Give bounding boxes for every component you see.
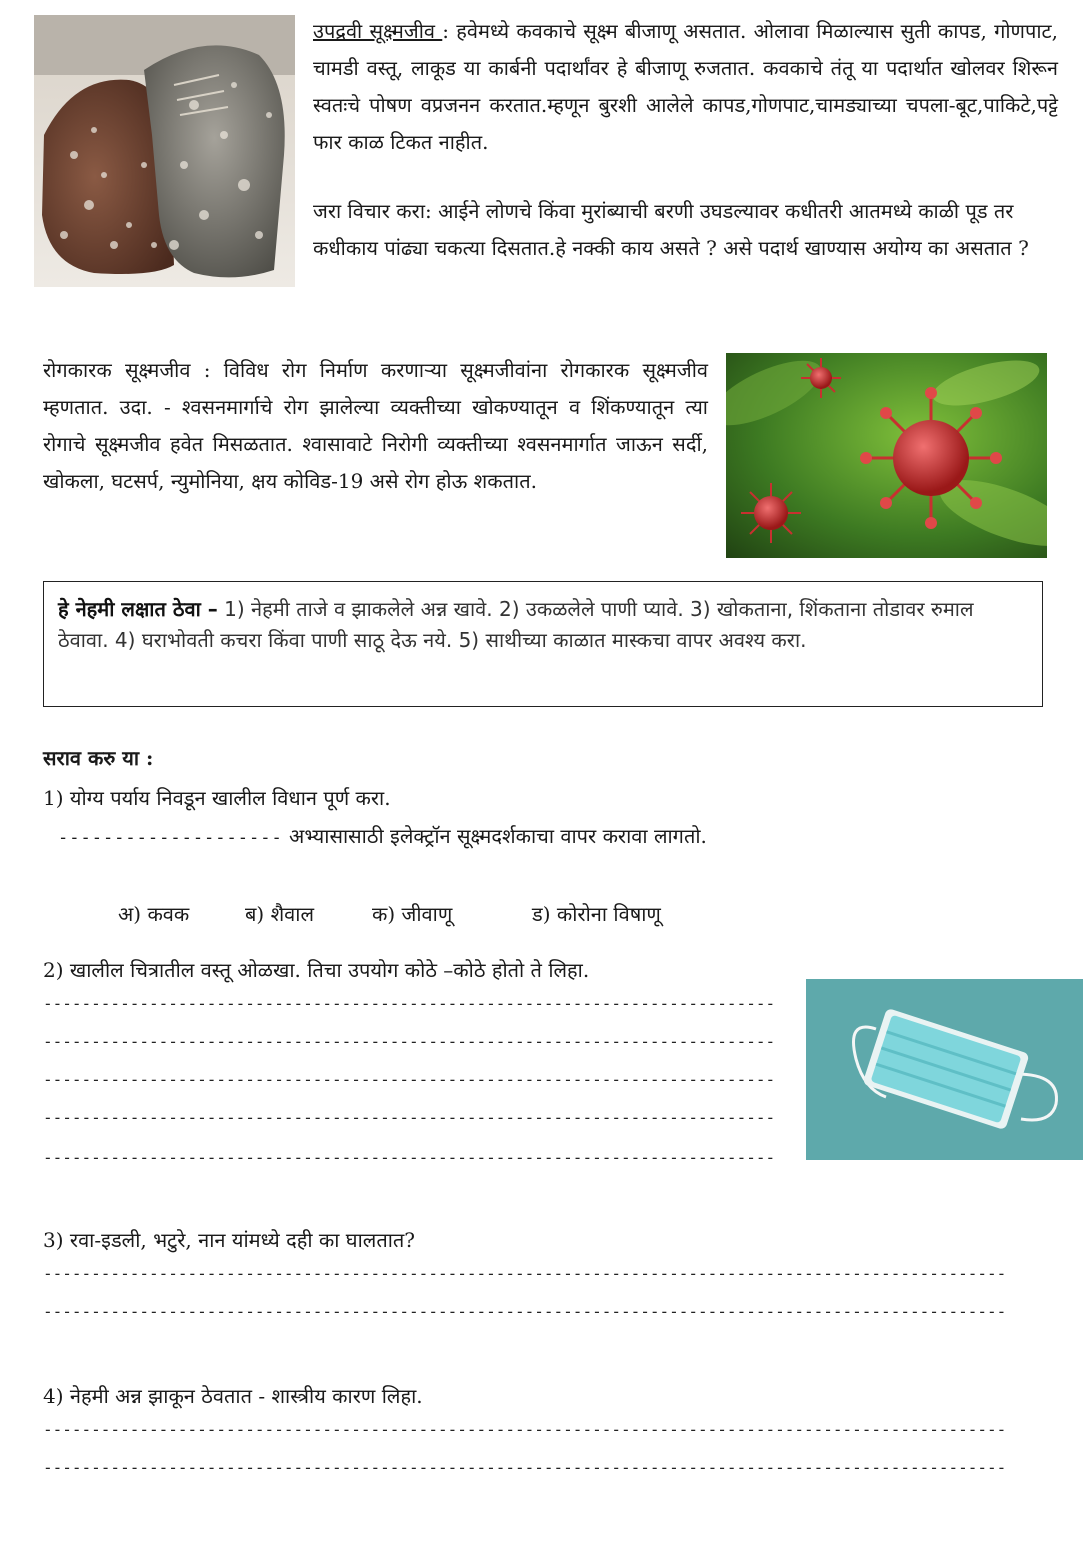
fungus-text: : हवेमध्ये कवकाचे सूक्ष्म बीजाणू असतात. ओलावा मिळाल्यास सुती कापड, गोणपाट, चामडी वस्तू, लाकूड या कार्बनी पदार्थांवर हे बीजाणू रुजतात. कवकाचे तंतू या पदार्थात खोलवर शिरून स्वतःचे पोषण वप्रजनन करतात.म्हणून बुरशी आलेले कापड,गोणपाट,चामड्याच्या चपला-बूट,पाकिटे,पट्टे फार काळ टिकत नाहीत. xyxy=(313,19,1058,154)
face-mask-image xyxy=(806,979,1083,1160)
think-paragraph: जरा विचार करा: आईने लोणचे किंवा मुरांब्याची बरणी उघडल्यावर कधीतरी आतमध्ये काळी पूड तर कधीकाय पांढ्या चकत्या दिसतात.हे नक्की काय असते ? असे पदार्थ खाण्यास अयोग्य का असतात ? xyxy=(313,199,1029,260)
question-2: 2) खालील चित्रातील वस्तू ओळखा. तिचा उपयोग कोठे –कोठे होतो ते लिहा. xyxy=(43,958,590,982)
question-4: 4) नेहमी अन्न झाकून ठेवतात - शास्त्रीय कारण लिहा. xyxy=(43,1384,423,1408)
answer-line[interactable]: ---------------------------------------------------------------------------- xyxy=(43,994,776,1013)
question-3: 3) रवा-इडली, भटुरे, नान यांमध्ये दही का घालतात? xyxy=(43,1228,416,1252)
moldy-shoes-image xyxy=(34,15,295,287)
question-1-statement xyxy=(58,818,707,857)
option-c[interactable]: क) जीवाणू xyxy=(372,902,453,926)
fungus-title: उपद्रवी सूक्ष्मजीव xyxy=(313,19,443,43)
answer-line[interactable]: ---------------------------------------------------------------------------------------------------- xyxy=(43,1458,1007,1477)
pathogen-paragraph: रोगकारक सूक्ष्मजीव : विविध रोग निर्माण करणाऱ्या सूक्ष्मजीवांना रोगकारक सूक्ष्मजीव म्हणतात. उदा. - श्वसनमार्गाचे रोग झालेल्या व्यक्तीच्या खोकण्यातून व शिंकण्यातून त्या रोगाचे सूक्ष्मजीव हवेत मिसळतात. श्वासावाटे निरोगी व्यक्तीच्या श्वसनमार्गात जाऊन सर्दी, खोकला, घटसर्प, न्युमोनिया, क्षय कोविड-19 असे रोग होऊ शकतात. xyxy=(43,358,708,493)
answer-line[interactable]: ---------------------------------------------------------------------------- xyxy=(43,1070,776,1089)
option-b[interactable]: ब) शैवाल xyxy=(245,902,315,926)
practice-heading: सराव करु या : xyxy=(43,746,154,770)
answer-blank[interactable]: -------------------- xyxy=(58,828,283,848)
answer-line[interactable]: ---------------------------------------------------------------------------------------------------- xyxy=(43,1264,1007,1283)
answer-line[interactable]: ---------------------------------------------------------------------------- xyxy=(43,1148,776,1167)
option-a[interactable]: अ) कवक xyxy=(118,902,190,926)
remember-box xyxy=(43,581,1043,707)
fungus-paragraph xyxy=(313,13,1058,161)
virus-image xyxy=(726,353,1047,558)
answer-line[interactable]: ---------------------------------------------------------------------------- xyxy=(43,1032,776,1051)
statement-text: अभ्यासासाठी इलेक्ट्रॉन सूक्ष्मदर्शकाचा वापर करावा लागतो. xyxy=(282,824,707,848)
remember-text: 1) नेहमी ताजे व झाकलेले अन्न खावे. 2) उकळलेले पाणी प्यावे. 3) खोकताना, शिंकताना तोडावर रुमाल ठेवावा. 4) घराभोवती कचरा किंवा पाणी साठू देऊ नये. 5) साथीच्या काळात मास्कचा वापर अवश्य करा. xyxy=(58,597,974,652)
answer-line[interactable]: ---------------------------------------------------------------------------------------------------- xyxy=(43,1302,1007,1321)
option-d[interactable]: ड) कोरोना विषाणू xyxy=(532,902,661,926)
remember-heading: हे नेहमी लक्षात ठेवा – xyxy=(58,597,218,621)
answer-line[interactable]: ---------------------------------------------------------------------------------------------------- xyxy=(43,1420,1007,1439)
answer-line[interactable]: ---------------------------------------------------------------------------- xyxy=(43,1108,776,1127)
question-1: 1) योग्य पर्याय निवडून खालील विधान पूर्ण करा. xyxy=(43,786,391,810)
